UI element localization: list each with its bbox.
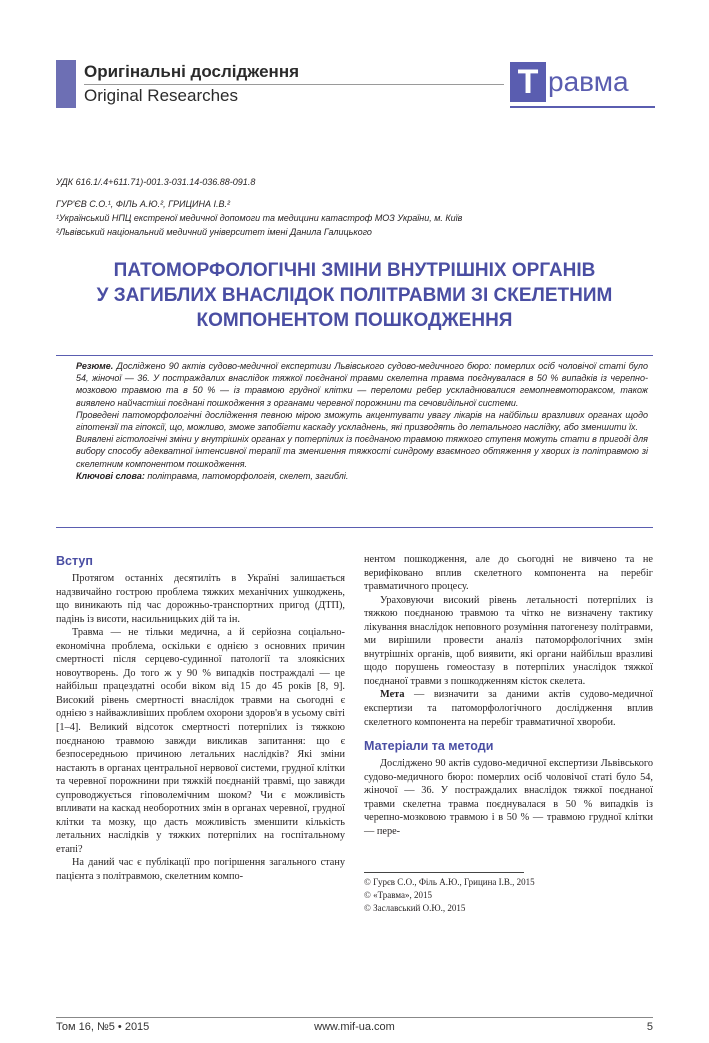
journal-logo-text: равма: [548, 66, 629, 97]
intro-heading: Вступ: [56, 554, 93, 568]
copyright-line-2: © «Травма», 2015: [364, 890, 432, 900]
keywords: політравма, патоморфологія, скелет, загиблі.: [144, 470, 349, 481]
abstract-p1: Досліджено 90 актів судово-медичної експертизи Львівського судово-медичного бюро: померлих осіб чоловічої статі було 54, жіночої — 36. У постраждалих внаслідок тяжкої поєднаної травми скелетна травма поєднувалася в 50 % випадків із черепно-мозковою травмою та в 50 % — із травмою грудної клітки — переломи ребер ускладнювалися гемопневмотораксом, також виявлено найчастіші поєднані пошкодження з органами черевної порожнини та сечовидільної системи.: [76, 361, 648, 408]
abstract-top-rule: [56, 355, 653, 356]
copyright-line-1: © Гурєв С.О., Філь А.Ю., Грицина І.В., 2015: [364, 877, 535, 887]
affiliation-2: ²Львівський національний медичний університет імені Данила Галицького: [56, 227, 372, 237]
keywords-label: Ключові слова:: [76, 470, 145, 481]
left-column: [56, 553, 345, 884]
page-number: 5: [646, 1021, 653, 1033]
intro-p2: Травма — не тільки медична, а й серйозна соціально-економічна проблема, оскільки є однією з основних причин смертності після серцево-судинної патології та злоякісних новоутворень. До того ж у 90 % випадків постраждалі — це найбільш працездатні особи віком від 15 до 45 років [8, 9]. Високий рівень смертності внаслідок травми на сьогодні є однією з найважливіших проблем охорони здоров'я в усьому світі [1–4]. Великий відсоток смертності потерпілих із тяжкою поєднаною травмою завжди викликав запитання: що є безпосередньою причиною летальних наслідків? Які зміни настають в органах центральної нервової системи, грудної клітки та черевної порожнини при тяжкій поєднаній травмі, що завжди супроводжується гіповолемічним шоком? Чи є можливість впливати на каскад необоротних змін в органах черевної, грудної клітки та мозку, що дасть можливість зменшити кількість летальних наслідків у тяжких потерпілих на госпітальному етапі?: [56, 627, 345, 855]
copyright-rule: [364, 872, 524, 873]
right-column: [364, 553, 653, 838]
authors: ГУР'ЄВ С.О.¹, ФІЛЬ А.Ю.², ГРИЦИНА І.В.²: [56, 199, 230, 209]
affiliation-1: ¹Український НПЦ екстреної медичної допомоги та медицини катастроф МОЗ України, м. Київ: [56, 213, 463, 223]
copyright-block: [364, 876, 535, 915]
copyright-line-3: © Заславський О.Ю., 2015: [364, 903, 466, 913]
section-label-ua: Оригінальні дослідження: [84, 62, 300, 81]
aim-label: Мета: [380, 689, 405, 701]
article-title: [56, 258, 653, 333]
abstract-label: Резюме.: [76, 361, 114, 371]
abstract-p2: Проведені патоморфологічні дослідження певною мірою зможуть акцентувати увагу лікарів на найбільш вразливих органах щодо гіпотензії та гіпоксії, що, можливо, зможе запобігти каскаду ускладнень, які призводять до летального наслідку, або зменшити їх.: [76, 409, 648, 433]
methods-p1: Досліджено 90 актів судово-медичної експертизи Львівського судово-медичного бюро: померлих осіб чоловічої статі було 54, жіночої — 36. У постраждалих внаслідок тяжкої поєднаної травми скелетна травма поєднувалася в 50 % випадків із черепно-мозковою травмою і в 50 % — травмою грудної клітки — пере-: [364, 758, 653, 837]
abstract-bottom-rule: [56, 527, 653, 528]
title-line-2: У ЗАГИБЛИХ ВНАСЛІДОК ПОЛІТРАВМИ ЗІ СКЕЛЕТНИМ: [96, 285, 613, 306]
title-line-1: ПАТОМОРФОЛОГІЧНІ ЗМІНИ ВНУТРІШНІХ ОРГАНІВ: [113, 260, 596, 281]
section-label-en: Original Researches: [84, 86, 239, 105]
intro-p3: На даний час є публікації про погіршення загального стану пацієнта з політравмою, скелетним компо-: [56, 857, 345, 883]
methods-heading: Матеріали та методи: [364, 739, 494, 754]
footer-volume: Том 16, №5 • 2015: [56, 1021, 150, 1033]
footer-rule: [56, 1017, 653, 1018]
abstract-p3: Виявлені гістологічні зміни у внутрішніх органах у потерпілих із поєднаною травмою тяжкого ступеня можуть стати в пригоді для вибору способу адекватної інтенсивної терапії та зменшення тяжкості синдрому взаємного обтяження у хворих із політравмою зі скелетним компонентом пошкодження.: [76, 434, 648, 469]
intro-p1: Протягом останніх десятиліть в Україні залишається надзвичайно гострою проблема тяжких механічних ушкоджень, що виникають під час дорожньо-транспортних пригод (ДТП), падінь із висоти, насильницьких дій та ін.: [56, 573, 345, 625]
abstract: [76, 360, 648, 482]
aim-text: — визначити за даними актів судово-медичної експертизи та патоморфологічного дослідження вплив скелетного компонента на перебіг травматичної хвороби.: [364, 689, 653, 728]
journal-logo-underline: [510, 106, 655, 108]
udk-code: УДК 616.1/.4+611.71)-001.3-031.14-036.88-091.8: [56, 177, 256, 187]
section-color-bar: [56, 60, 76, 108]
title-line-3: КОМПОНЕНТОМ ПОШКОДЖЕННЯ: [196, 310, 513, 331]
intro-p4: Ураховуючи високий рівень летальності потерпілих із тяжкою поєднаною травмою та чітко не визначену тактику лікування внаслідок неповного розуміння патогенезу політравми, ми вирішили провести аналіз патоморфологічних змін внутрішніх органів, щоб виявити, які органи найбільш вразливі щодо порушень гомеостазу в потерпілих унаслідок тяжкої поєднаної травми з пошкодженням кісток скелета.: [364, 594, 653, 687]
intro-p3-continued: нентом пошкодження, але до сьогодні не вивчено та не верифіковано вплив скелетного компонента на перебіг травматичного процесу.: [364, 554, 653, 593]
header-divider: [84, 84, 504, 85]
journal-logo-letter: Т: [517, 63, 539, 101]
footer-website: www.mif-ua.com: [314, 1021, 395, 1033]
